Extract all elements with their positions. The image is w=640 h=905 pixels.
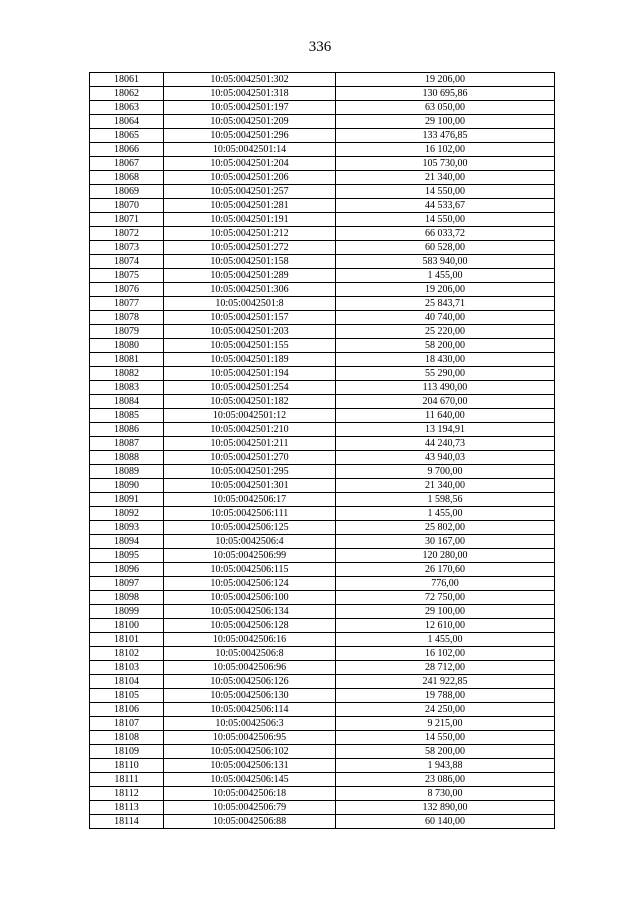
table-row: [90, 493, 555, 507]
table-row: [90, 535, 555, 549]
amount-cell: 40 740,00: [336, 311, 555, 325]
cadastral-number-cell: 10:05:0042501:8: [164, 297, 336, 311]
table-row: [90, 143, 555, 157]
amount-cell: 29 100,00: [336, 115, 555, 129]
cadastral-number-cell: 10:05:0042506:134: [164, 605, 336, 619]
cadastral-number-cell: 10:05:0042501:155: [164, 339, 336, 353]
amount-cell: 204 670,00: [336, 395, 555, 409]
cadastral-number-cell: 10:05:0042501:157: [164, 311, 336, 325]
record-number-cell: 18093: [90, 521, 164, 535]
cadastral-number-cell: 10:05:0042506:115: [164, 563, 336, 577]
amount-cell: 58 200,00: [336, 339, 555, 353]
record-number-cell: 18094: [90, 535, 164, 549]
cadastral-number-cell: 10:05:0042501:306: [164, 283, 336, 297]
record-number-cell: 18100: [90, 619, 164, 633]
table-row: [90, 479, 555, 493]
amount-cell: 23 086,00: [336, 773, 555, 787]
amount-cell: 120 280,00: [336, 549, 555, 563]
amount-cell: 60 528,00: [336, 241, 555, 255]
record-number-cell: 18113: [90, 801, 164, 815]
record-number-cell: 18086: [90, 423, 164, 437]
cadastral-number-cell: 10:05:0042501:301: [164, 479, 336, 493]
amount-cell: 29 100,00: [336, 605, 555, 619]
table-row: [90, 171, 555, 185]
cadastral-number-cell: 10:05:0042501:212: [164, 227, 336, 241]
cadastral-number-cell: 10:05:0042506:96: [164, 661, 336, 675]
record-number-cell: 18077: [90, 297, 164, 311]
record-number-cell: 18066: [90, 143, 164, 157]
cadastral-number-cell: 10:05:0042501:295: [164, 465, 336, 479]
table-row: [90, 773, 555, 787]
table-row: [90, 115, 555, 129]
table-row: [90, 283, 555, 297]
table-row: [90, 311, 555, 325]
cadastral-number-cell: 10:05:0042501:158: [164, 255, 336, 269]
record-number-cell: 18072: [90, 227, 164, 241]
table-row: [90, 521, 555, 535]
cadastral-number-cell: 10:05:0042506:16: [164, 633, 336, 647]
record-number-cell: 18106: [90, 703, 164, 717]
record-number-cell: 18078: [90, 311, 164, 325]
cadastral-number-cell: 10:05:0042506:130: [164, 689, 336, 703]
amount-cell: 19 788,00: [336, 689, 555, 703]
cadastral-number-cell: 10:05:0042501:281: [164, 199, 336, 213]
record-number-cell: 18084: [90, 395, 164, 409]
record-number-cell: 18083: [90, 381, 164, 395]
cadastral-number-cell: 10:05:0042506:18: [164, 787, 336, 801]
cadastral-number-cell: 10:05:0042501:194: [164, 367, 336, 381]
amount-cell: 44 533,67: [336, 199, 555, 213]
amount-cell: 8 730,00: [336, 787, 555, 801]
cadastral-number-cell: 10:05:0042501:270: [164, 451, 336, 465]
record-number-cell: 18087: [90, 437, 164, 451]
amount-cell: 24 250,00: [336, 703, 555, 717]
amount-cell: 72 750,00: [336, 591, 555, 605]
record-number-cell: 18105: [90, 689, 164, 703]
amount-cell: 16 102,00: [336, 647, 555, 661]
table-row: [90, 157, 555, 171]
amount-cell: 44 240,73: [336, 437, 555, 451]
table-row: [90, 605, 555, 619]
cadastral-number-cell: 10:05:0042506:79: [164, 801, 336, 815]
amount-cell: 130 695,86: [336, 87, 555, 101]
amount-cell: 30 167,00: [336, 535, 555, 549]
amount-cell: 26 170,60: [336, 563, 555, 577]
cadastral-number-cell: 10:05:0042501:257: [164, 185, 336, 199]
cadastral-number-cell: 10:05:0042501:296: [164, 129, 336, 143]
table-row: [90, 731, 555, 745]
table-row: [90, 717, 555, 731]
table-row: [90, 73, 555, 87]
record-number-cell: 18061: [90, 73, 164, 87]
record-number-cell: 18110: [90, 759, 164, 773]
amount-cell: 14 550,00: [336, 185, 555, 199]
amount-cell: 18 430,00: [336, 353, 555, 367]
table-row: [90, 815, 555, 829]
table-row: [90, 381, 555, 395]
amount-cell: 25 843,71: [336, 297, 555, 311]
record-number-cell: 18091: [90, 493, 164, 507]
table-row: [90, 437, 555, 451]
table-row: [90, 549, 555, 563]
table-row: [90, 367, 555, 381]
cadastral-number-cell: 10:05:0042506:88: [164, 815, 336, 829]
cadastral-number-cell: 10:05:0042501:211: [164, 437, 336, 451]
amount-cell: 43 940,03: [336, 451, 555, 465]
table-row: [90, 563, 555, 577]
record-number-cell: 18092: [90, 507, 164, 521]
cadastral-number-cell: 10:05:0042501:318: [164, 87, 336, 101]
cadastral-number-cell: 10:05:0042506:128: [164, 619, 336, 633]
record-number-cell: 18062: [90, 87, 164, 101]
table-row: [90, 353, 555, 367]
table-row: [90, 395, 555, 409]
amount-cell: 14 550,00: [336, 731, 555, 745]
record-number-cell: 18085: [90, 409, 164, 423]
cadastral-number-cell: 10:05:0042506:131: [164, 759, 336, 773]
table-body: [90, 73, 555, 829]
cadastral-number-cell: 10:05:0042506:125: [164, 521, 336, 535]
cadastral-number-cell: 10:05:0042501:206: [164, 171, 336, 185]
cadastral-number-cell: 10:05:0042506:102: [164, 745, 336, 759]
record-number-cell: 18108: [90, 731, 164, 745]
cadastral-number-cell: 10:05:0042501:203: [164, 325, 336, 339]
record-number-cell: 18069: [90, 185, 164, 199]
cadastral-number-cell: 10:05:0042506:17: [164, 493, 336, 507]
amount-cell: 1 943,88: [336, 759, 555, 773]
amount-cell: 776,00: [336, 577, 555, 591]
amount-cell: 21 340,00: [336, 479, 555, 493]
amount-cell: 133 476,85: [336, 129, 555, 143]
table-row: [90, 591, 555, 605]
amount-cell: 113 490,00: [336, 381, 555, 395]
record-number-cell: 18107: [90, 717, 164, 731]
table-row: [90, 269, 555, 283]
cadastral-number-cell: 10:05:0042506:3: [164, 717, 336, 731]
amount-cell: 21 340,00: [336, 171, 555, 185]
record-number-cell: 18109: [90, 745, 164, 759]
table-row: [90, 703, 555, 717]
record-number-cell: 18104: [90, 675, 164, 689]
amount-cell: 66 033,72: [336, 227, 555, 241]
data-table: [89, 72, 555, 829]
amount-cell: 1 598,56: [336, 493, 555, 507]
cadastral-number-cell: 10:05:0042501:197: [164, 101, 336, 115]
cadastral-number-cell: 10:05:0042506:126: [164, 675, 336, 689]
amount-cell: 1 455,00: [336, 269, 555, 283]
table-row: [90, 661, 555, 675]
record-number-cell: 18081: [90, 353, 164, 367]
amount-cell: 12 610,00: [336, 619, 555, 633]
record-number-cell: 18079: [90, 325, 164, 339]
cadastral-number-cell: 10:05:0042506:8: [164, 647, 336, 661]
cadastral-number-cell: 10:05:0042506:124: [164, 577, 336, 591]
table-row: [90, 619, 555, 633]
amount-cell: 60 140,00: [336, 815, 555, 829]
amount-cell: 105 730,00: [336, 157, 555, 171]
cadastral-number-cell: 10:05:0042501:302: [164, 73, 336, 87]
table-row: [90, 675, 555, 689]
record-number-cell: 18099: [90, 605, 164, 619]
record-number-cell: 18098: [90, 591, 164, 605]
record-number-cell: 18076: [90, 283, 164, 297]
record-number-cell: 18095: [90, 549, 164, 563]
amount-cell: 58 200,00: [336, 745, 555, 759]
record-number-cell: 18088: [90, 451, 164, 465]
amount-cell: 25 802,00: [336, 521, 555, 535]
record-number-cell: 18063: [90, 101, 164, 115]
record-number-cell: 18114: [90, 815, 164, 829]
record-number-cell: 18067: [90, 157, 164, 171]
page-number: 336: [308, 39, 332, 55]
table-row: [90, 759, 555, 773]
table-row: [90, 787, 555, 801]
amount-cell: 9 700,00: [336, 465, 555, 479]
record-number-cell: 18064: [90, 115, 164, 129]
table-row: [90, 801, 555, 815]
cadastral-number-cell: 10:05:0042506:145: [164, 773, 336, 787]
cadastral-number-cell: 10:05:0042506:100: [164, 591, 336, 605]
record-number-cell: 18075: [90, 269, 164, 283]
record-number-cell: 18070: [90, 199, 164, 213]
record-number-cell: 18068: [90, 171, 164, 185]
table-row: [90, 185, 555, 199]
cadastral-number-cell: 10:05:0042506:4: [164, 535, 336, 549]
amount-cell: 241 922,85: [336, 675, 555, 689]
table-row: [90, 199, 555, 213]
record-number-cell: 18112: [90, 787, 164, 801]
cadastral-number-cell: 10:05:0042501:12: [164, 409, 336, 423]
table-row: [90, 101, 555, 115]
table-row: [90, 689, 555, 703]
record-number-cell: 18073: [90, 241, 164, 255]
amount-cell: 14 550,00: [336, 213, 555, 227]
amount-cell: 28 712,00: [336, 661, 555, 675]
table-row: [90, 227, 555, 241]
table-row: [90, 423, 555, 437]
table-row: [90, 633, 555, 647]
table-row: [90, 297, 555, 311]
cadastral-number-cell: 10:05:0042506:95: [164, 731, 336, 745]
cadastral-number-cell: 10:05:0042506:99: [164, 549, 336, 563]
cadastral-number-cell: 10:05:0042501:14: [164, 143, 336, 157]
record-number-cell: 18111: [90, 773, 164, 787]
cadastral-number-cell: 10:05:0042501:204: [164, 157, 336, 171]
amount-cell: 1 455,00: [336, 633, 555, 647]
table-row: [90, 241, 555, 255]
cadastral-number-cell: 10:05:0042501:254: [164, 381, 336, 395]
amount-cell: 583 940,00: [336, 255, 555, 269]
amount-cell: 16 102,00: [336, 143, 555, 157]
table-row: [90, 213, 555, 227]
record-number-cell: 18102: [90, 647, 164, 661]
amount-cell: 19 206,00: [336, 283, 555, 297]
cadastral-number-cell: 10:05:0042506:111: [164, 507, 336, 521]
record-number-cell: 18080: [90, 339, 164, 353]
record-number-cell: 18089: [90, 465, 164, 479]
amount-cell: 25 220,00: [336, 325, 555, 339]
cadastral-number-cell: 10:05:0042506:114: [164, 703, 336, 717]
record-number-cell: 18097: [90, 577, 164, 591]
record-number-cell: 18071: [90, 213, 164, 227]
amount-cell: 9 215,00: [336, 717, 555, 731]
cadastral-number-cell: 10:05:0042501:272: [164, 241, 336, 255]
amount-cell: 19 206,00: [336, 73, 555, 87]
cadastral-number-cell: 10:05:0042501:191: [164, 213, 336, 227]
record-number-cell: 18074: [90, 255, 164, 269]
table-row: [90, 255, 555, 269]
cadastral-number-cell: 10:05:0042501:209: [164, 115, 336, 129]
record-number-cell: 18096: [90, 563, 164, 577]
record-number-cell: 18065: [90, 129, 164, 143]
cadastral-number-cell: 10:05:0042501:189: [164, 353, 336, 367]
amount-cell: 55 290,00: [336, 367, 555, 381]
amount-cell: 1 455,00: [336, 507, 555, 521]
table-row: [90, 325, 555, 339]
cadastral-number-cell: 10:05:0042501:182: [164, 395, 336, 409]
record-number-cell: 18103: [90, 661, 164, 675]
cadastral-number-cell: 10:05:0042501:289: [164, 269, 336, 283]
table-row: [90, 647, 555, 661]
record-number-cell: 18090: [90, 479, 164, 493]
amount-cell: 63 050,00: [336, 101, 555, 115]
amount-cell: 132 890,00: [336, 801, 555, 815]
table-row: [90, 745, 555, 759]
cadastral-number-cell: 10:05:0042501:210: [164, 423, 336, 437]
record-number-cell: 18101: [90, 633, 164, 647]
table-row: [90, 507, 555, 521]
table-row: [90, 577, 555, 591]
record-number-cell: 18082: [90, 367, 164, 381]
table-row: [90, 451, 555, 465]
table-row: [90, 465, 555, 479]
table-row: [90, 409, 555, 423]
table-row: [90, 129, 555, 143]
table-row: [90, 87, 555, 101]
amount-cell: 13 194,91: [336, 423, 555, 437]
table-row: [90, 339, 555, 353]
amount-cell: 11 640,00: [336, 409, 555, 423]
